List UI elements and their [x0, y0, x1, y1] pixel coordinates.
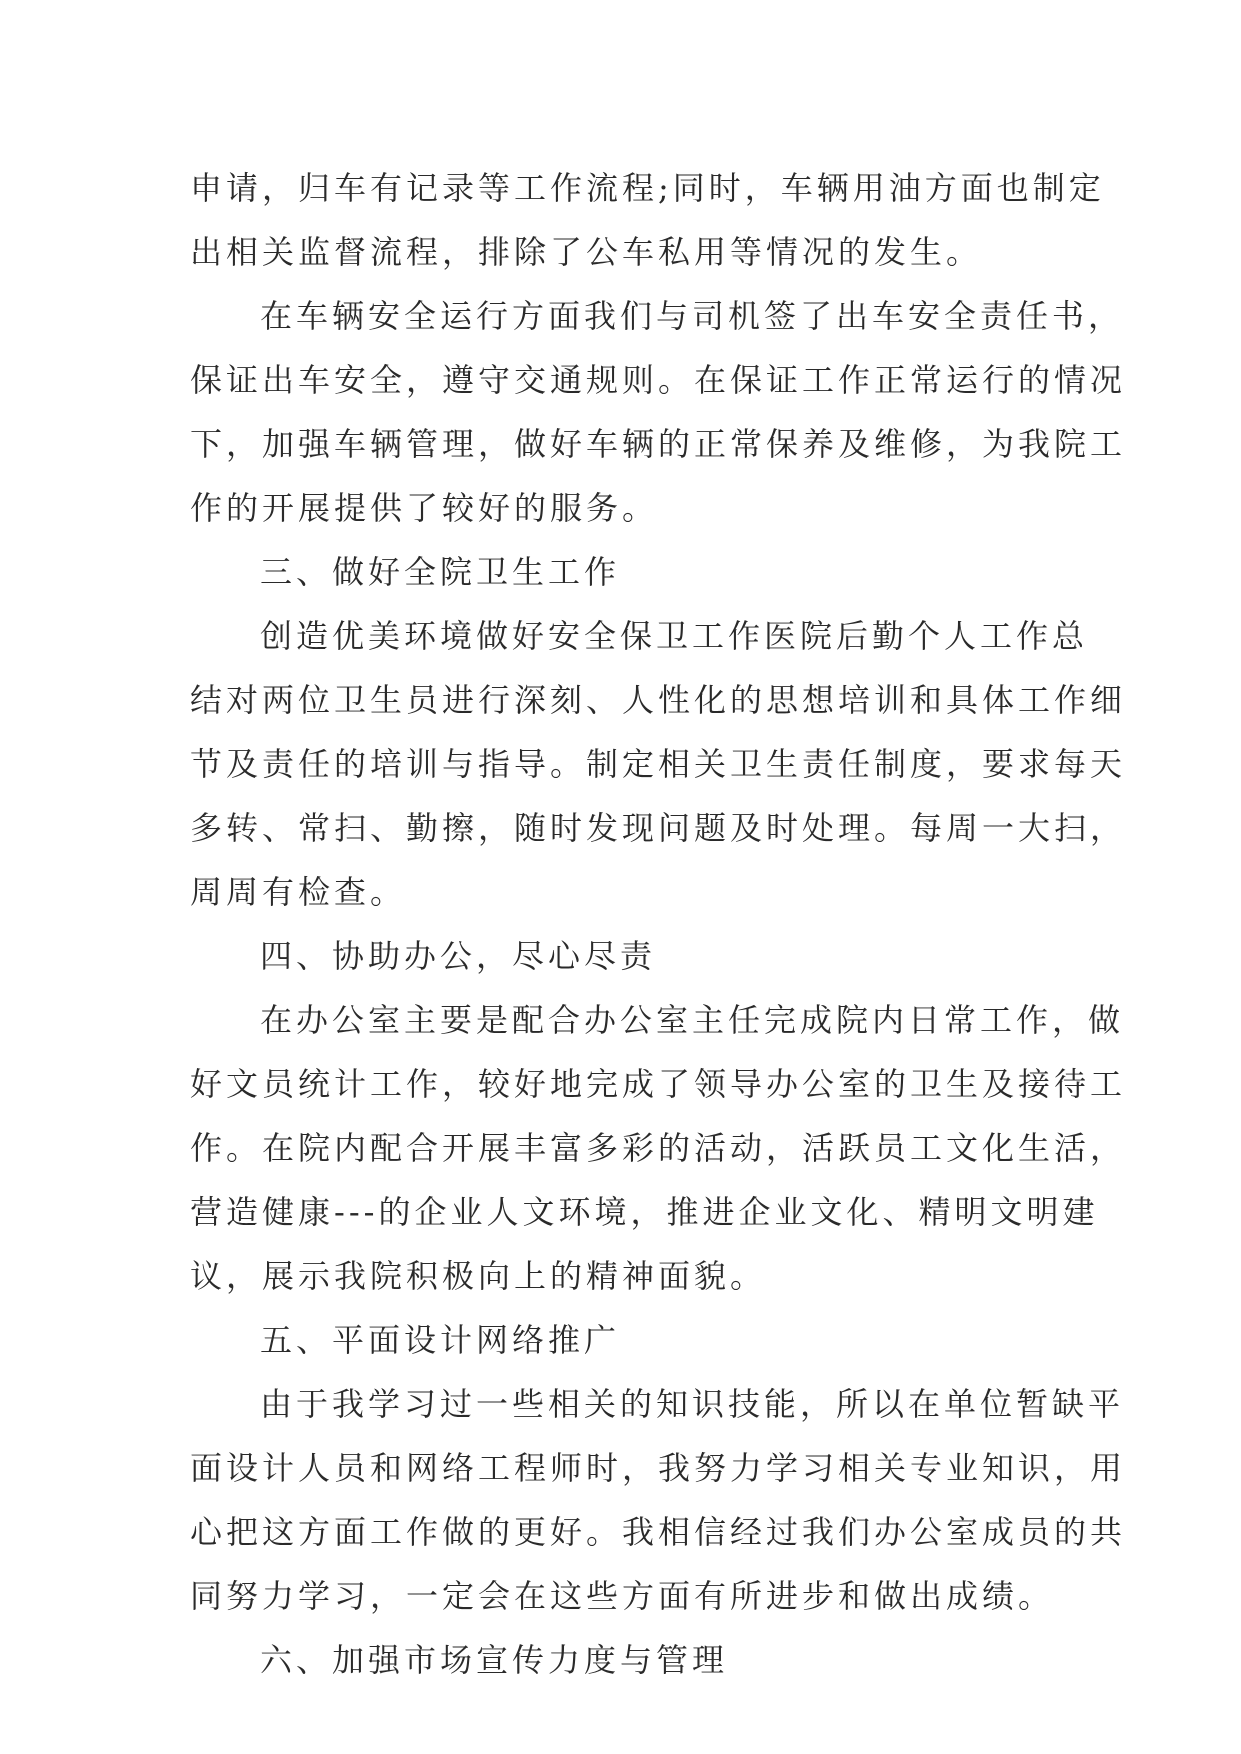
text-line: 节及责任的培训与指导。制定相关卫生责任制度，要求每天: [190, 745, 1127, 783]
text-line: 出相关监督流程，排除了公车私用等情况的发生。: [190, 233, 983, 271]
text-line: 申请，归车有记录等工作流程;同时，车辆用油方面也制定: [190, 169, 1105, 207]
section-heading: 四、协助办公，尽心尽责: [260, 937, 657, 975]
text-line: 作。在院内配合开展丰富多彩的活动，活跃员工文化生活，: [190, 1129, 1127, 1167]
text-line: 在车辆安全运行方面我们与司机签了出车安全责任书，: [260, 297, 1125, 335]
text-line: 由于我学习过一些相关的知识技能，所以在单位暂缺平: [260, 1385, 1125, 1423]
section-heading: 六、加强市场宣传力度与管理: [260, 1641, 729, 1679]
text-line: 创造优美环境做好安全保卫工作医院后勤个人工作总: [260, 617, 1089, 655]
text-line: 周周有检查。: [190, 873, 407, 911]
section-heading: 五、平面设计网络推广: [260, 1321, 621, 1359]
text-line: 议，展示我院积极向上的精神面貌。: [190, 1257, 767, 1295]
text-line: 心把这方面工作做的更好。我相信经过我们办公室成员的共: [190, 1513, 1127, 1551]
text-line: 营造健康---的企业人文环境，推进企业文化、精明文明建: [190, 1193, 1099, 1231]
text-line: 好文员统计工作，较好地完成了领导办公室的卫生及接待工: [190, 1065, 1127, 1103]
section-heading: 三、做好全院卫生工作: [260, 553, 621, 591]
text-line: 结对两位卫生员进行深刻、人性化的思想培训和具体工作细: [190, 681, 1127, 719]
text-line: 同努力学习，一定会在这些方面有所进步和做出成绩。: [190, 1577, 1055, 1615]
text-line: 下，加强车辆管理，做好车辆的正常保养及维修，为我院工: [190, 425, 1127, 463]
text-line: 作的开展提供了较好的服务。: [190, 489, 659, 527]
document-body: [190, 156, 1127, 1692]
text-line: 面设计人员和网络工程师时，我努力学习相关专业知识，用: [190, 1449, 1127, 1487]
text-line: 保证出车安全，遵守交通规则。在保证工作正常运行的情况: [190, 361, 1127, 399]
text-line: 多转、常扫、勤擦，随时发现问题及时处理。每周一大扫，: [190, 809, 1127, 847]
text-line: 在办公室主要是配合办公室主任完成院内日常工作，做: [260, 1001, 1125, 1039]
